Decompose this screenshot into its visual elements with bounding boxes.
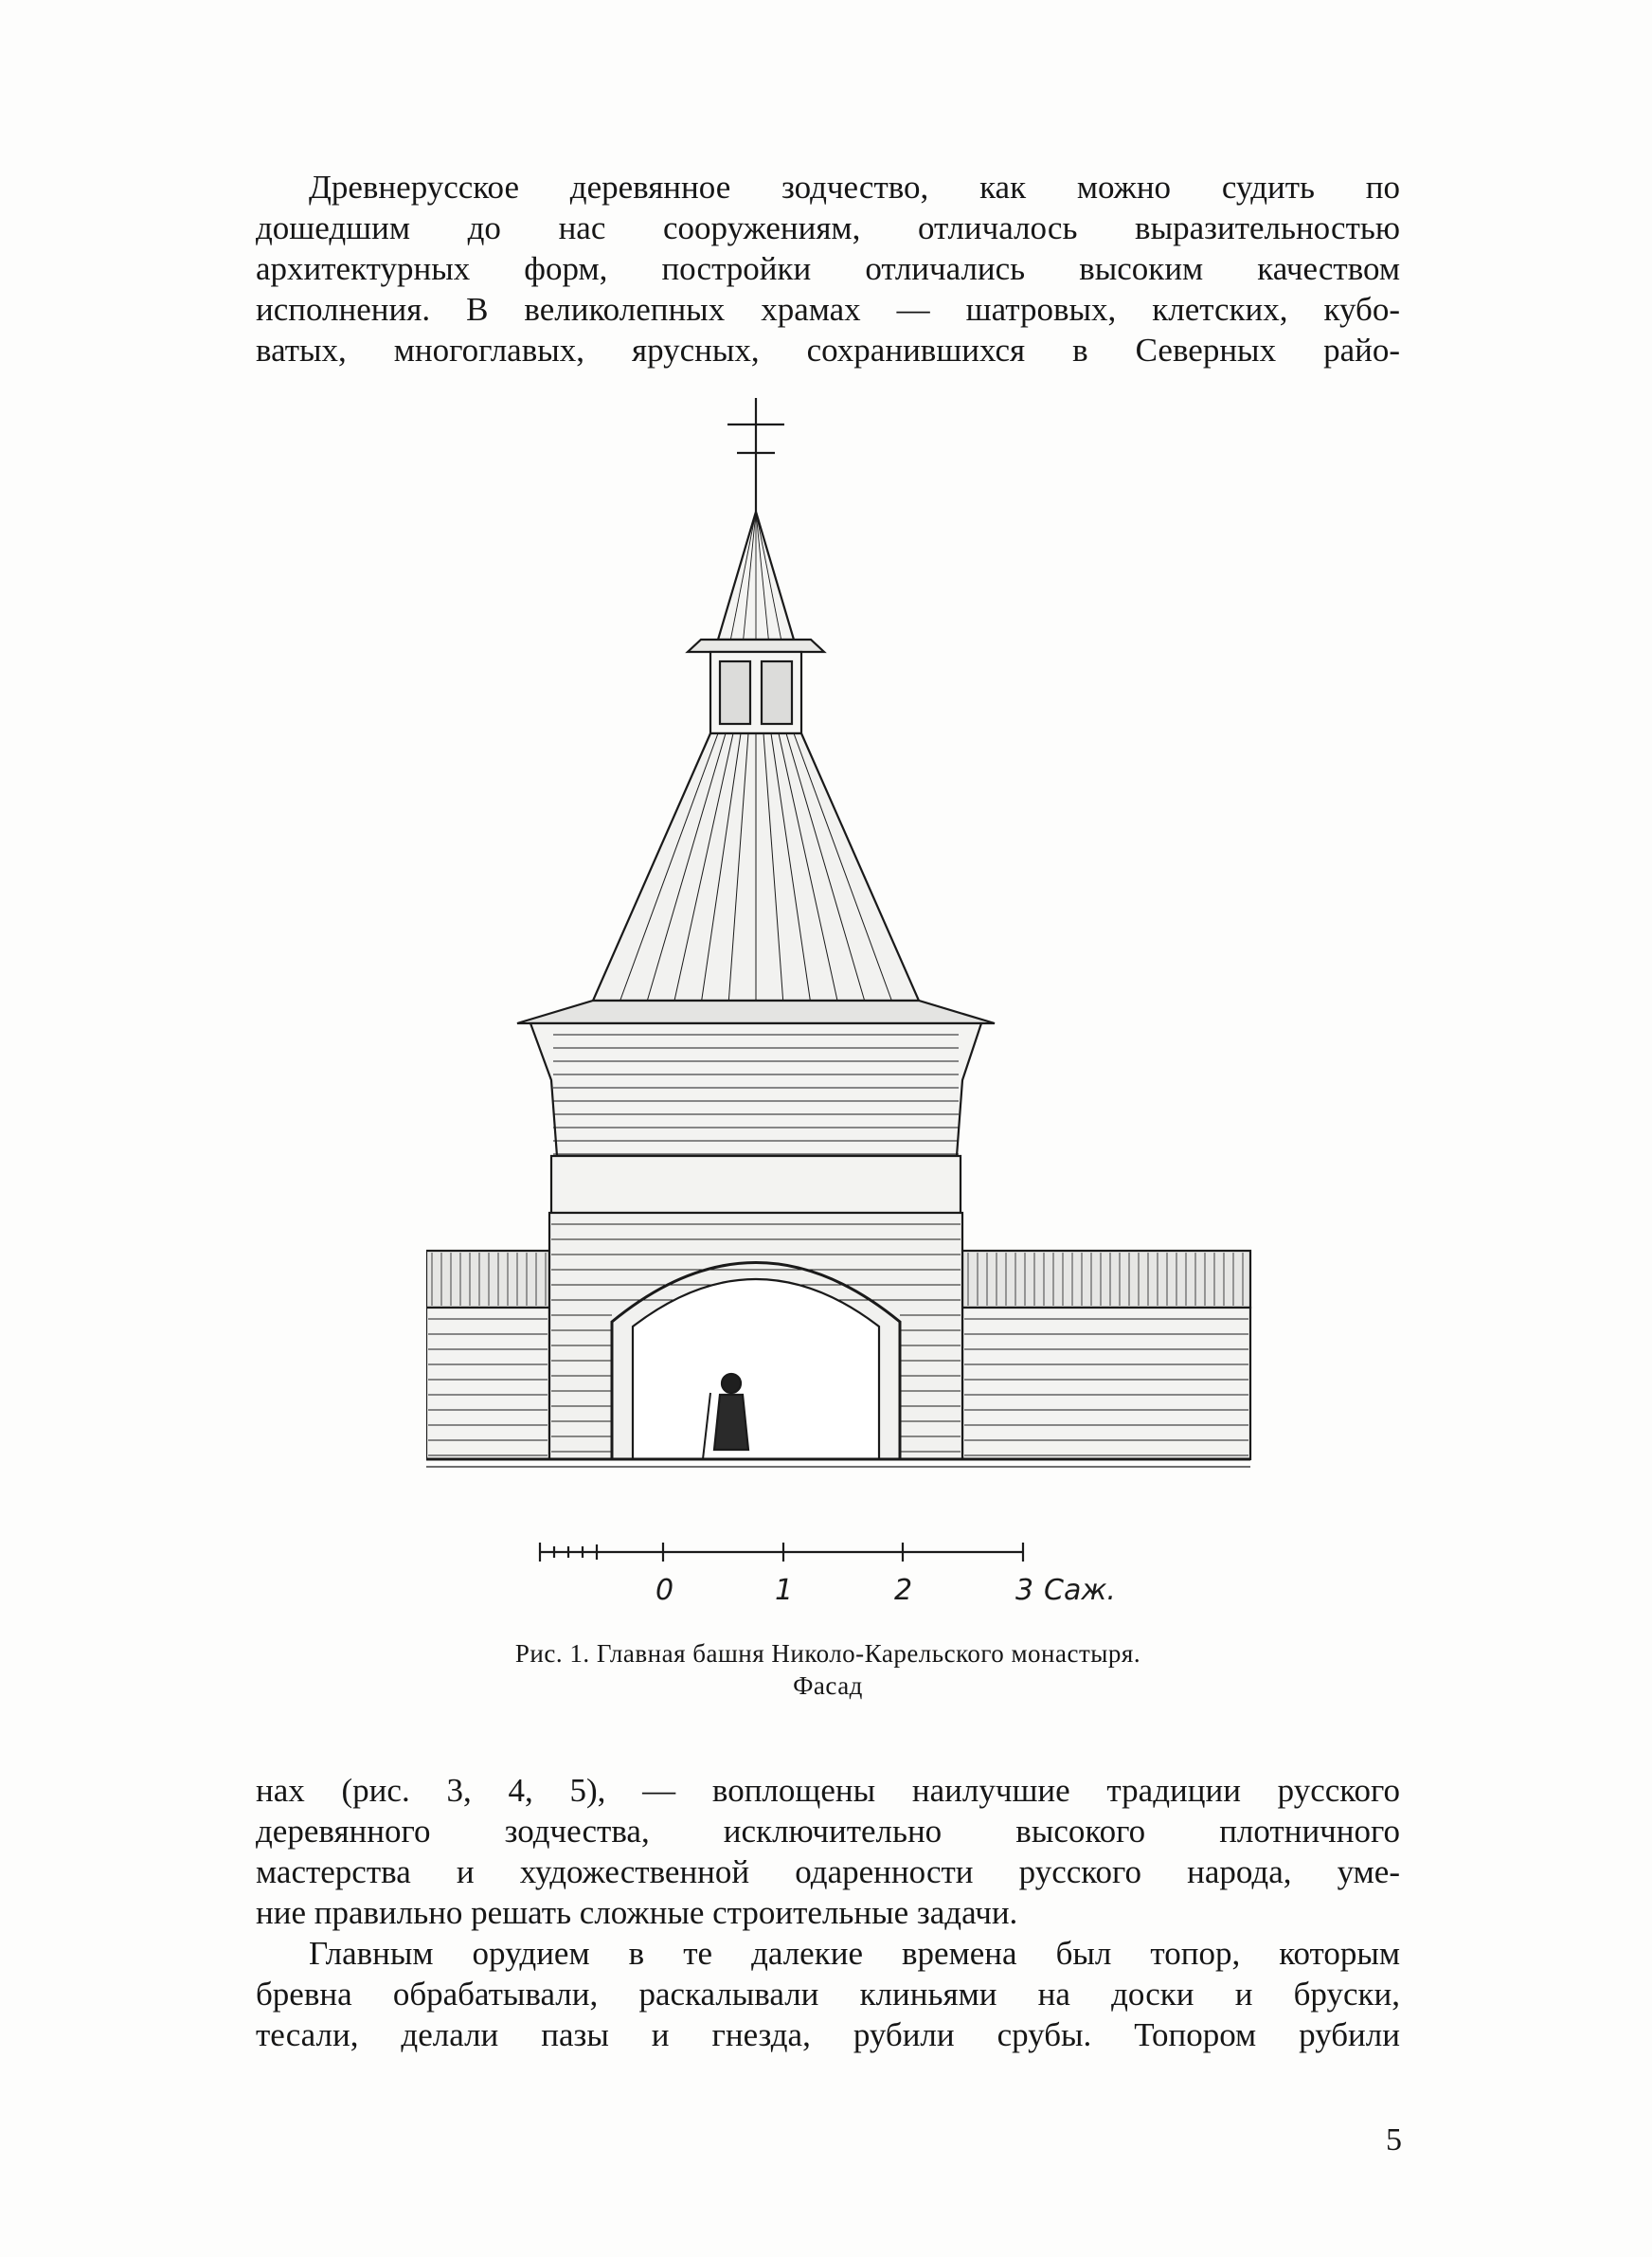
text-line: нах (рис. 3, 4, 5), — воплощены наилучшие традиции русского	[256, 1772, 1400, 1809]
scale-tick-1: 1	[775, 1574, 794, 1607]
tower-illustration	[426, 398, 1279, 1611]
scale-unit: Саж.	[1044, 1574, 1116, 1607]
paragraph-axe	[256, 1933, 1400, 2055]
text-line: бревна обрабатывали, раскалывали клиньями на доски и бруски,	[256, 1976, 1400, 2013]
figure-tower-facade	[426, 398, 1279, 1611]
text-line: ватых, многоглавых, ярусных, сохранившихся в Северных райо-	[256, 332, 1400, 369]
text-line: дошедшим до нас сооружениям, отличалось выразительностью	[256, 209, 1400, 246]
text-line: деревянного зодчества, исключительно высокого плотничного	[256, 1813, 1400, 1850]
paragraph-intro	[256, 167, 1400, 370]
scale-tick-3: 3	[1015, 1574, 1034, 1607]
text-line: ние правильно решать сложные строительные задачи.	[256, 1894, 1018, 1931]
text-line: Древнерусское деревянное зодчество, как можно судить по	[309, 169, 1400, 206]
figure-caption-line-1: Рис. 1. Главная башня Николо-Карельского монастыря.	[514, 1639, 1141, 1668]
text-line: мастерства и художественной одаренности русского народа, уме-	[256, 1853, 1400, 1890]
scale-tick-2: 2	[894, 1574, 913, 1607]
text-line: Главным орудием в те далекие времена был топор, которым	[309, 1935, 1400, 1972]
paragraph-continuation	[256, 1770, 1400, 1933]
figure-caption-line-2: Фасад	[793, 1671, 863, 1700]
text-line: исполнения. В великолепных храмах — шатровых, клетских, кубо-	[256, 291, 1400, 328]
page-number: 5	[1386, 2122, 1402, 2158]
scale-tick-0: 0	[655, 1574, 674, 1607]
text-line: тесали, делали пазы и гнезда, рубили срубы. Топором рубили	[256, 2016, 1400, 2053]
scale-bar	[540, 1543, 1023, 1562]
text-line: архитектурных форм, постройки отличались высоким качеством	[256, 250, 1400, 287]
